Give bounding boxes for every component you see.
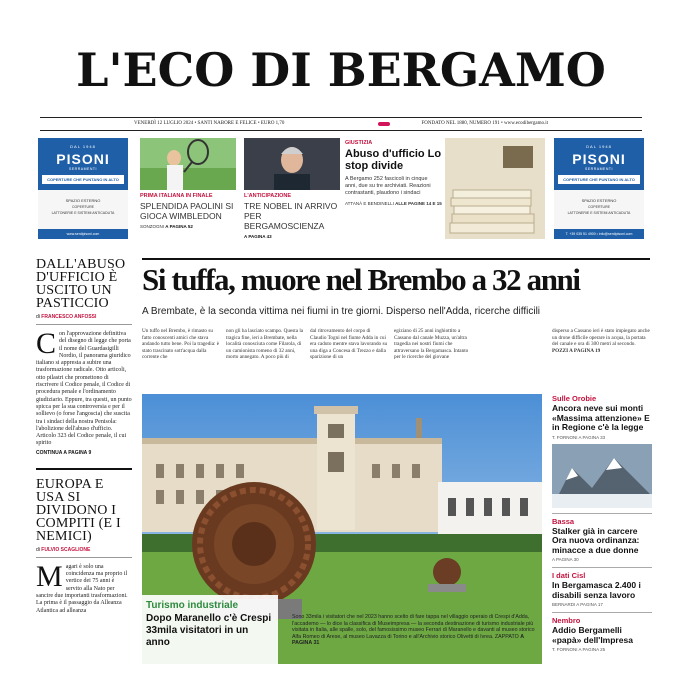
opinion-text: on l'approvazione definitiva del disegno di legge che porta il nome del Guardasigilli Nordio, il panorama giuridico italiano si appresta a subire una trasformazione radicale. Otto articoli, otto pilastri che promettono di riscrivere il Codice penale, il Codice di procedura penale e l'ordinamento giudiziario. Eppure, tra questi, un punto spicca per la sua controversia e per il sollievo (o forse l'angoscia) che suscita tra i sindaci della nostra Penisola: l'abolizione dell'abuso d'ufficio. Articolo 323 del Codice penale, il cui spirito <box>36 331 132 447</box>
ad-line: COPERTURE <box>588 205 610 209</box>
opinion-title[interactable]: DALL'ABUSO D'UFFICIO È USCITO UN PASTICCIO <box>36 257 126 311</box>
dropcap: C <box>36 327 57 360</box>
promo-nobel[interactable] <box>244 138 340 239</box>
opinion-byline <box>36 547 132 553</box>
ad-sub: SERRAMENTI <box>69 167 97 171</box>
ad-sub: SERRAMENTI <box>585 167 613 171</box>
dateline-left: VENERDÌ 12 LUGLIO 2024 • SANTI NABORE E FELICE • EURO 1,70 <box>134 121 285 126</box>
caption-kicker: Turismo industriale <box>146 600 239 611</box>
divider <box>142 258 650 260</box>
ad-brand: PISONI <box>56 151 110 167</box>
sidebar-title: In Bergamasca 2.400 i disabili senza lavoro <box>552 580 641 600</box>
divider <box>552 567 652 568</box>
byline-author: FRANCESCO ANFOSSI <box>41 314 97 320</box>
sidebar-kicker: Nembro <box>552 616 581 625</box>
byline-prefix: di <box>36 546 40 553</box>
article-column: dal ritrovamento del corpo di Claudio Togni nel fiume Adda in cui era caduto mentre stava lavorando su una diga a Concesa di Trezzo e dalla sparizione di un <box>310 328 388 361</box>
sidebar-title: Ancora neve sui monti «Massima attenzione» E in Regione c'è la legge <box>552 403 650 432</box>
opinion-text: agari è solo una coincidenza ma proprio il vertice dei 75 anni è servito alla Nato per sancire due importanti trasformazioni. La prima è il passaggio da Alleanza Atlantica ad alleanza <box>36 563 128 614</box>
sidebar-ref: A PAGINA 30 <box>552 557 579 562</box>
divider <box>36 324 132 325</box>
sidebar-item[interactable] <box>552 517 652 563</box>
ad-since: DAL 1948 <box>70 144 96 149</box>
photo-caption-box[interactable] <box>142 595 278 665</box>
ad-line: COPERTURE <box>72 205 94 209</box>
promo-kicker: L'ANTICIPAZIONE <box>244 193 292 199</box>
promo-wimbledon[interactable] <box>140 138 236 239</box>
promo-ref <box>345 201 445 206</box>
opinion-body <box>36 559 132 615</box>
sidebar-kicker: Sulle Orobie <box>552 394 597 403</box>
sidebar-item[interactable] <box>552 616 652 652</box>
sidebar-ref: T. FORNONI A PAGINA 33 <box>552 434 606 440</box>
ad-line: LATTONERIE E SISTEMI ANTICADUTA <box>51 211 115 215</box>
promo-title: TRE NOBEL IN ARRIVO PER BERGAMOSCIENZA <box>244 201 338 231</box>
promo-author: ATTANÀ E BENDINELLI <box>345 201 394 206</box>
dropcap: M <box>36 559 63 593</box>
article-column: non gli ha lasciato scampo. Questa la tragica fine, ieri a Brembate, nella località conosciuta come Filarola, di un camionista romeno di 32 anni, morto annegato. A poco più di <box>226 328 304 361</box>
snow-mountain-photo <box>552 444 652 508</box>
promo-page: A PAGINA 43 <box>244 234 272 239</box>
tennis-photo <box>140 138 236 190</box>
ad-panel <box>38 190 128 239</box>
article-column <box>552 328 652 378</box>
promo-kicker: PRIMA ITALIANA IN FINALE <box>140 193 213 199</box>
caption-title: Dopo Maranello c'è Crespi 33mila visitatori in un anno <box>146 613 272 648</box>
ad-brand: PISONI <box>572 151 626 167</box>
opinion-body <box>36 327 132 448</box>
sidebar-item[interactable] <box>552 394 652 508</box>
sidebar-title: Stalker già in carcere Ora nuova ordinanza: minacce a due donne <box>552 525 640 555</box>
caption-body: Sono 33mila i visitatori che nel 2023 hanno scelto di fare tappa nel villaggio operaio di Crespi d'Adda, l'accademo — lo dice la classifica di Museimpresa — la seconda destinazione di turismo industriale più visitata in Italia, alle spalle, solo, del famosissimo museo Ferrari di Maranello e davanti al museo storico Alfa Romeo di Arese, al museo Lavazza di Torino e all'Archivio storico Olivetti di Ivrea. <box>292 614 535 640</box>
promo-giustizia[interactable] <box>345 138 545 239</box>
caption-author: ZAPPATO <box>494 633 519 640</box>
ad-panel <box>554 190 644 239</box>
ad-line: SPAZIO ESTERNO <box>581 198 617 203</box>
portrait-photo <box>244 138 340 190</box>
ad-footer: T. +39 035 51 4900 • info@serdipisoni.com <box>554 229 644 239</box>
byline-author: FULVIO SCAGLIONE <box>41 546 91 553</box>
promo-page: ALLE PAGINE 14 E 15 <box>395 201 442 206</box>
main-deck: A Brembate, è la seconda vittima nei fiumi in tre giorni. Disperso nell'Adda, ricerche difficili <box>142 306 541 317</box>
divider <box>36 557 132 558</box>
dateline <box>40 117 642 131</box>
ad-line: LATTONERIE E SISTEMI ANTICADUTA <box>567 211 631 215</box>
main-headline[interactable]: Si tuffa, muore nel Brembo a 32 anni <box>142 262 580 297</box>
divider <box>552 612 652 613</box>
ad-tagline: COPERTURE CHE PUNTANO IN ALTO <box>42 175 124 184</box>
promo-ref <box>244 234 340 239</box>
promo-kicker: GIUSTIZIA <box>345 140 373 146</box>
dateline-right: FONDATO NEL 1880, NUMERO 191 • www.ecodibergamo.it <box>421 121 548 126</box>
ad-since: DAL 1948 <box>586 144 612 149</box>
sidebar-kicker: Bassa <box>552 516 575 526</box>
masthead: L'ECO DI BERGAMO <box>76 43 606 97</box>
ad-line: SPAZIO ESTERNO <box>65 198 101 203</box>
byline-prefix: di <box>36 314 40 320</box>
article-column: Un tuffo nel Brembo, è rimasto su fatto conoscenti amici che stava andando tutto bene. Poi la tragedia: è stato trascinato sott'acqua dalla corrente che <box>142 328 220 361</box>
promo-title: SPLENDIDA PAOLINI SI GIOCA WIMBLEDON <box>140 201 234 221</box>
divider <box>552 513 652 514</box>
opinion-title[interactable]: EUROPA E USA SI DIVIDONO I COMPITI (E I NEMICI) <box>36 476 121 544</box>
ad-pisoni-right[interactable] <box>554 138 644 239</box>
ad-footer: www.serdipisoni.com <box>38 229 128 239</box>
dateline-ornament <box>378 122 390 126</box>
opinion-byline <box>36 314 132 320</box>
news-sidebar <box>552 394 652 652</box>
divider <box>36 468 132 470</box>
promo-author: SONZOGNI <box>140 224 165 229</box>
article-ref[interactable]: POZZI A PAGINA 19 <box>552 347 601 354</box>
sidebar-ref: BERNARDI A PAGINA 17 <box>552 602 603 607</box>
sidebar-title: Addio Bergamelli «papà» dell'Impresa <box>552 625 633 645</box>
files-photo <box>445 138 545 239</box>
caption-text <box>292 614 540 647</box>
promo-page: A PAGINA 52 <box>165 224 193 229</box>
ad-tagline: COPERTURE CHE PUNTANO IN ALTO <box>558 175 640 184</box>
continue-link[interactable]: CONTINUA A PAGINA 9 <box>36 449 92 456</box>
opinion-column <box>36 258 132 615</box>
sidebar-ref: T. FORNONI A PAGINA 25 <box>552 647 606 652</box>
article-column-text: disperso a Cassano ieri è stato impiegato anche un drone difficile operare in acqua, la portata del canale e ora di 300 metri al secondo. <box>552 328 650 348</box>
promo-text: A Bergamo 252 fascicoli in cinque anni, due su tre archiviati. Reazioni contrastanti, plaudono i sindaci <box>345 176 431 196</box>
caption-ref[interactable]: A PAGINA 31 <box>292 633 524 647</box>
sidebar-item[interactable] <box>552 571 652 607</box>
article-column: egiziano di 25 anni inghiottito a Cassano dal canale Muzza, un'altra tragedia nei nostri fiumi che attraversano la Bergamasca. Intanto per le ricerche del giovane <box>394 328 469 361</box>
promo-title: Abuso d'ufficio Lo stop divide <box>345 148 442 172</box>
sidebar-kicker: I dati Cisl <box>552 571 586 580</box>
ad-pisoni-left[interactable] <box>38 138 128 239</box>
promo-ref <box>140 224 236 229</box>
